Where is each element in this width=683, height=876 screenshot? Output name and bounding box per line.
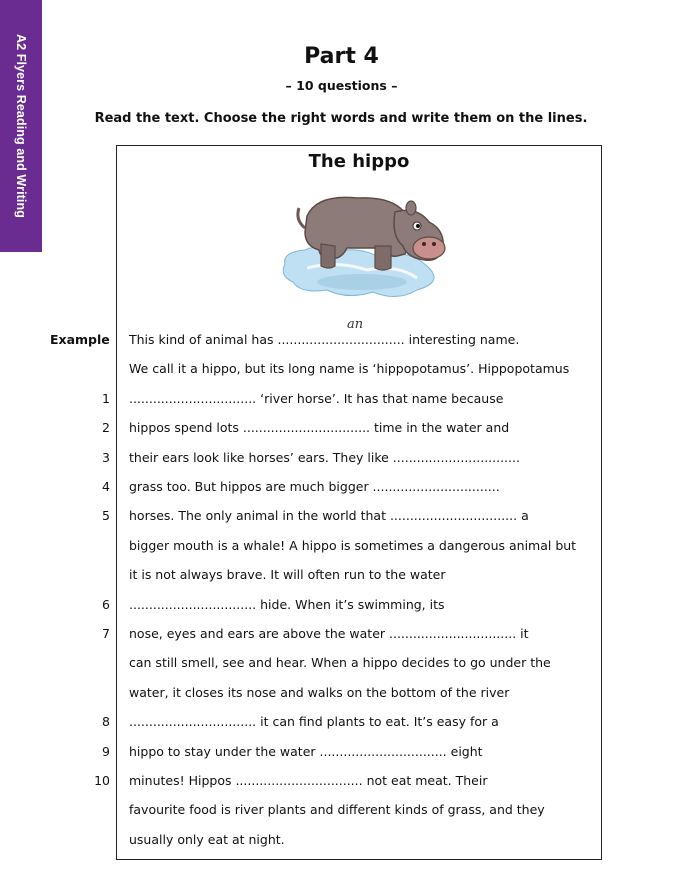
question-number xyxy=(70,358,110,380)
passage-line: bigger mouth is a whale! A hippo is sometimes a dangerous animal but xyxy=(129,538,577,553)
question-number: 5 xyxy=(102,508,110,523)
passage-line: We call it a hippo, but its long name is ‘hippopotamus’. Hippopotamus xyxy=(129,361,570,376)
side-tab xyxy=(0,0,42,252)
passage-line: water, it closes its nose and walks on the bottom of the river xyxy=(129,685,510,700)
question-number xyxy=(70,829,110,851)
question-number xyxy=(70,799,110,821)
passage-line: usually only eat at night. xyxy=(129,832,285,847)
question-number: 2 xyxy=(102,420,110,435)
passage-line: their ears look like horses’ ears. They like ................................ xyxy=(129,450,520,465)
question-number: 4 xyxy=(102,479,110,494)
passage-line: ................................ ‘river horse’. It has that name because xyxy=(129,391,504,406)
page-title: Part 4 xyxy=(304,44,379,69)
question-number xyxy=(70,564,110,586)
passage-line: minutes! Hippos ................................ not eat meat. Their xyxy=(129,773,488,788)
example-answer: an xyxy=(347,317,364,332)
passage-line: nose, eyes and ears are above the water ................................ it xyxy=(129,626,529,641)
passage-line: grass too. But hippos are much bigger ................................ xyxy=(129,479,500,494)
question-number xyxy=(70,535,110,557)
question-number xyxy=(70,682,110,704)
question-number: 7 xyxy=(102,626,110,641)
passage-line: it is not always brave. It will often run to the water xyxy=(129,567,446,582)
side-tab-label: A2 Flyers Reading and Writing xyxy=(14,34,28,218)
question-number: 6 xyxy=(102,597,110,612)
example-label: Example xyxy=(50,332,110,347)
question-number: 10 xyxy=(94,773,110,788)
instruction-text: Read the text. Choose the right words and write them on the lines. xyxy=(94,111,588,126)
passage-title: The hippo xyxy=(308,151,410,172)
question-number: 1 xyxy=(102,391,110,406)
passage-line: ................................ hide. When it’s swimming, its xyxy=(129,597,445,612)
passage-line: can still smell, see and hear. When a hippo decides to go under the xyxy=(129,655,551,670)
question-number: 9 xyxy=(102,744,110,759)
question-number xyxy=(70,329,110,351)
passage-line: horses. The only animal in the world that ................................ a xyxy=(129,508,529,523)
question-number xyxy=(70,652,110,674)
question-number: 3 xyxy=(102,450,110,465)
passage-line: favourite food is river plants and different kinds of grass, and they xyxy=(129,802,545,817)
passage-line: ................................ it can find plants to eat. It’s easy for a xyxy=(129,714,499,729)
page-subtitle: – 10 questions – xyxy=(285,78,398,93)
passage-line: hippo to stay under the water ................................ eight xyxy=(129,744,483,759)
hippo-illustration-icon xyxy=(277,186,457,306)
passage-line: This kind of animal has ................................ interesting name. xyxy=(129,332,520,347)
question-number: 8 xyxy=(102,714,110,729)
passage-line: hippos spend lots ................................ time in the water and xyxy=(129,420,510,435)
